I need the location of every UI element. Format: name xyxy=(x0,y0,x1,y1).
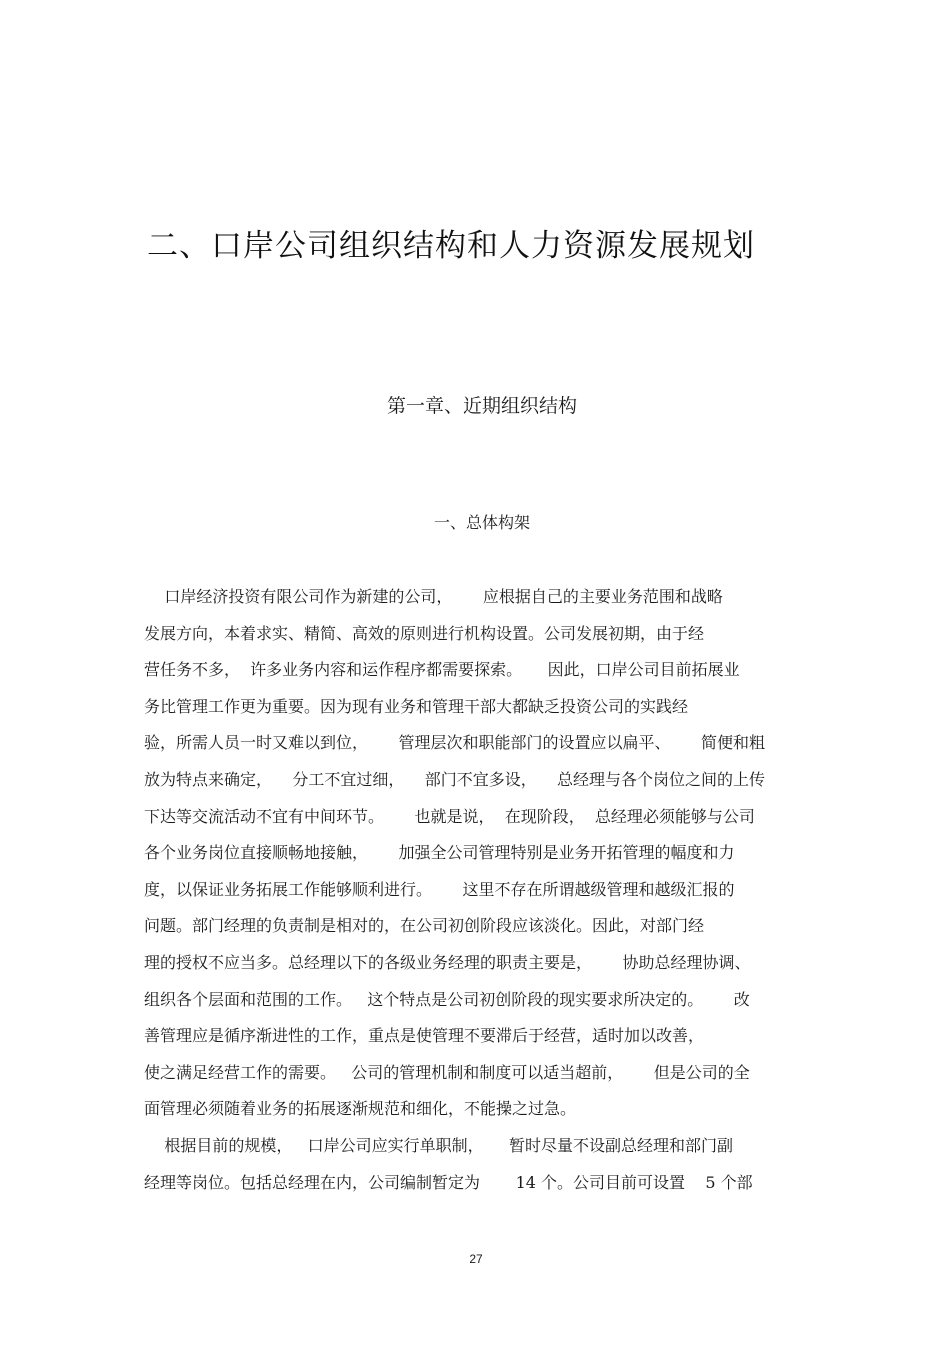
text-line: 理的授权不应当多。总经理以下的各级业务经理的职责主要是， 协助总经理协调、 xyxy=(144,952,751,972)
text-line: 各个业务岗位直接顺畅地接触， 加强全公司管理特别是业务开拓管理的幅度和力 xyxy=(144,843,735,863)
text-line: 度，以保证业务拓展工作能够顺利进行。 这里不存在所谓越级管理和越级汇报的 xyxy=(144,879,735,899)
body-text xyxy=(144,582,814,1204)
chapter-heading: 第一章、近期组织结构 xyxy=(386,395,577,417)
text-line: 发展方向，本着求实、精简、高效的原则进行机构设置。公司发展初期，由于经 xyxy=(144,623,705,643)
section-heading: 一、总体构架 xyxy=(433,513,530,532)
text-line: 下达等交流活动不宜有中间环节。 也就是说， 在现阶段， 总经理必须能够与公司 xyxy=(144,806,755,826)
text-line: 善管理应是循序渐进性的工作，重点是使管理不要滞后于经营，适时加以改善， xyxy=(144,1026,705,1046)
text-line: 经理等岗位。包括总经理在内，公司编制暂定为 14 个。公司目前可设置 5 个部 xyxy=(144,1172,753,1192)
text-line: 营任务不多， 许多业务内容和运作程序都需要探索。 因此，口岸公司目前拓展业 xyxy=(144,660,740,680)
text-line: 根据目前的规模， 口岸公司应实行单职制， 暂时尽量不设副总经理和部门副 xyxy=(144,1135,734,1155)
text-line: 组织各个层面和范围的工作。 这个特点是公司初创阶段的现实要求所决定的。 改 xyxy=(144,989,750,1009)
text-line: 放为特点来确定， 分工不宜过细， 部门不宜多设， 总经理与各个岗位之间的上传 xyxy=(144,769,766,789)
text-line: 问题。部门经理的负责制是相对的，在公司初创阶段应该淡化。因此，对部门经 xyxy=(144,916,705,936)
text-line: 验，所需人员一时又难以到位， 管理层次和职能部门的设置应以扁平、 简便和粗 xyxy=(144,733,766,753)
text-line: 务比管理工作更为重要。因为现有业务和管理干部大都缺乏投资公司的实践经 xyxy=(144,696,689,716)
page-number: 27 xyxy=(469,1252,483,1266)
text-line: 口岸经济投资有限公司作为新建的公司， 应根据自己的主要业务范围和战略 xyxy=(144,587,723,606)
document-title: 二、口岸公司组织结构和人力资源发展规划 xyxy=(147,228,755,264)
text-line: 使之满足经营工作的需要。 公司的管理机制和制度可以适当超前， 但是公司的全 xyxy=(144,1062,750,1082)
text-line: 面管理必须随着业务的拓展逐渐规范和细化，不能操之过急。 xyxy=(144,1099,577,1119)
